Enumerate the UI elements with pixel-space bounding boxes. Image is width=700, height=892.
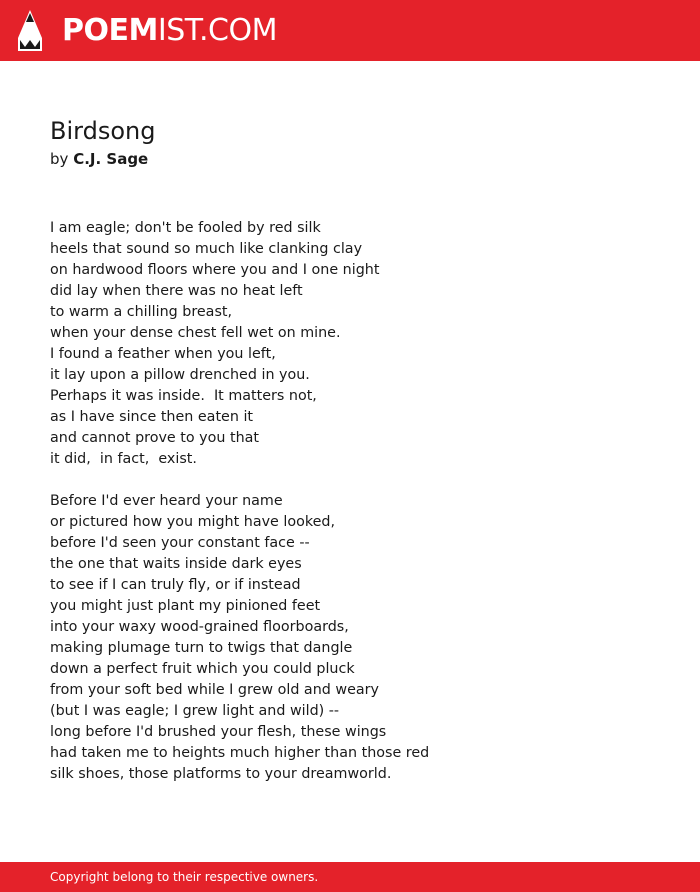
- poem-line: down a perfect fruit which you could pluck: [50, 661, 355, 677]
- poem-line: it did, in fact, exist.: [50, 451, 197, 467]
- poem-line: and cannot prove to you that: [50, 430, 260, 446]
- poem-line: into your waxy wood-grained floorboards,: [50, 619, 349, 635]
- poem-line: to warm a chilling breast,: [50, 304, 233, 320]
- poem-line: long before I'd brushed your flesh, these wings: [50, 724, 387, 740]
- poem-line: had taken me to heights much higher than those red: [50, 745, 430, 761]
- byline: [50, 148, 148, 170]
- poem-line: on hardwood floors where you and I one night: [50, 262, 380, 278]
- pencil-tip-icon[interactable]: [18, 10, 42, 51]
- poem-line: (but I was eagle; I grew light and wild) --: [50, 703, 340, 719]
- poem-line: silk shoes, those platforms to your dreamworld.: [50, 766, 392, 782]
- poem-title: Birdsong: [50, 117, 156, 145]
- site-header: [0, 0, 700, 61]
- poem-line: or pictured how you might have looked,: [50, 514, 336, 530]
- site-logo[interactable]: [62, 13, 277, 49]
- poem-line: I found a feather when you left,: [50, 346, 276, 362]
- poem-body: [50, 218, 650, 806]
- poem-line: before I'd seen your constant face --: [50, 535, 310, 551]
- poem-stanza: [50, 218, 650, 470]
- by-label: by: [50, 150, 69, 168]
- poem-line: heels that sound so much like clanking clay: [50, 241, 363, 257]
- poem-line: the one that waits inside dark eyes: [50, 556, 302, 572]
- copyright-notice: Copyright belong to their respective owners.: [50, 870, 319, 884]
- poem-line: I am eagle; don't be fooled by red silk: [50, 220, 321, 236]
- poem-line: as I have since then eaten it: [50, 409, 254, 425]
- poem-line: making plumage turn to twigs that dangle: [50, 640, 353, 656]
- site-footer: [0, 862, 700, 892]
- logo-bold-text: POEM: [62, 13, 158, 48]
- author-name: C.J. Sage: [73, 150, 149, 168]
- poem-line: you might just plant my pinioned feet: [50, 598, 321, 614]
- logo-light-text: IST.COM: [157, 13, 277, 48]
- poem-line: when your dense chest fell wet on mine.: [50, 325, 341, 341]
- poem-line: Perhaps it was inside. It matters not,: [50, 388, 317, 404]
- poem-line: to see if I can truly fly, or if instead: [50, 577, 301, 593]
- poem-line: did lay when there was no heat left: [50, 283, 303, 299]
- poem-stanza: [50, 491, 650, 785]
- poem-line: it lay upon a pillow drenched in you.: [50, 367, 310, 383]
- poem-line: from your soft bed while I grew old and weary: [50, 682, 379, 698]
- poem-line: Before I'd ever heard your name: [50, 493, 283, 509]
